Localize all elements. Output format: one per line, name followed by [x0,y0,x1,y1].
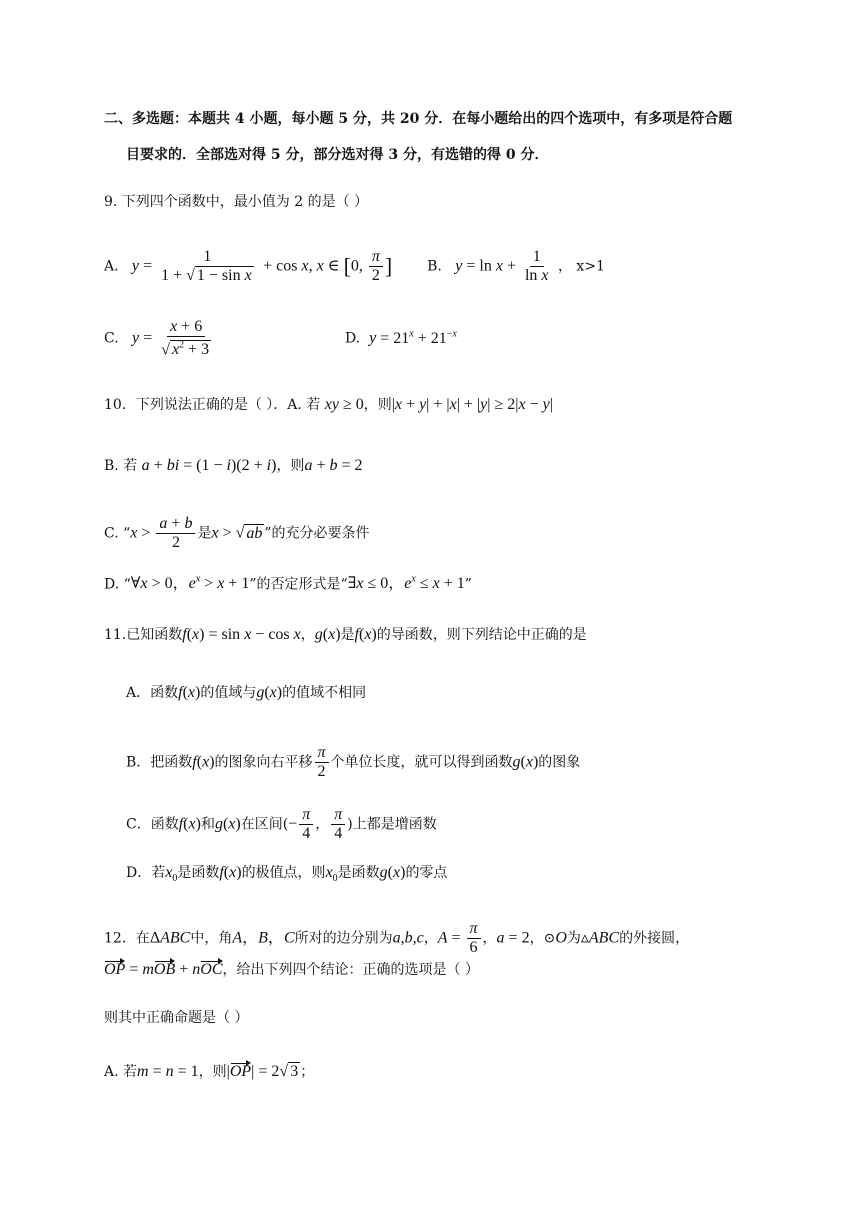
q9-option-a-b: A. y = $\frac{1}{\text{1 + √ 1 − sin x}}$ + cos x, x ∈ [0, $\frac{\pi}{2}$ ] B. y = ln x + $\frac{1}{\text{ln x}}$ ， x>1 [104,248,605,284]
q10-option-c: C. “x > $\frac{a + b}{2}$ 是x > √ ab ”的充分必要条件 [104,515,370,551]
q9-b-label: B. [427,258,442,275]
q10-option-b: B. 若 a + bi = (1 − i)(2 + i)，则a + b = 2 [104,457,363,474]
q9-c-label: C. [104,330,119,347]
q11-option-a: A．函数f(x)的值域与g(x)的值域不相同 [126,684,367,701]
q11-option-d: D．若$x_0$是函数f(x)的极值点，则$x_0$是函数g(x)的零点 [126,864,448,885]
q9-d-label: D. [345,330,361,347]
q11-stem: 11.已知函数f(x) = sin x − cos x，g(x)是f(x)的导函数，则下列结论中正确的是 [104,626,587,643]
q9-b-condition: ， x>1 [557,258,605,275]
section-heading-line2: 目要求的．全部选对得 5 分，部分选对得 3 分，有选错的得 0 分． [126,147,549,163]
q12-stem-line2: OP = mOB + nOC，给出下列四个结论：正确的选项是（ ） [104,961,479,978]
q12-option-a: A. 若m = n = 1，则|OP| = 2√ 3 ； [104,1063,315,1080]
q9-stem: 9. 下列四个函数中，最小值为 2 的是（ ） [104,194,369,210]
q11-option-c: C．函数f(x)和g(x)在区间(− $\frac{\pi}{4}$ ， $\frac{\pi}{4}$ )上都是增函数 [126,806,437,842]
q12-stem-line3: 则其中正确命题是（ ） [104,1010,249,1026]
q10-option-d: D. “∀x > 0，$e^x > x + 1$”的否定形式是“∃x ≤ 0，$e^x \le x + 1$” [104,574,472,593]
q11-option-b: B．把函数f(x)的图象向右平移 $\frac{\pi}{2}$ 个单位长度，就可以得到函数g(x)的图象 [126,744,581,780]
q9-option-c-d: C. y = $\frac{x + 6}{√ x^2 + 3}$ D. $y = 21^x + 21^{-x}$ [104,318,457,359]
q9-a-label: A. [104,258,119,275]
section-heading-line1: 二、多选题：本题共 4 小题，每小题 5 分，共 20 分．在每小题给出的四个选项中，有多项是符合题 [104,111,733,127]
q9-a-fraction: $\frac{1}{\text{1 + √ 1 − sin x}}$ [161,248,252,284]
q12-stem-line1: 12．在ΔABC中，角A，B，C所对的边分别为a,b,c，A = $\frac{\pi}{6}$ ，a = 2，⊙O为▵ABC的外接圆， [104,920,690,956]
q9-a-formula: y [131,257,140,275]
q10-stem: 10．下列说法正确的是（ ）．A. 若 xy ≥ 0，则|x + y| + |x| + |y| ≥ 2|x − y| [104,396,553,413]
